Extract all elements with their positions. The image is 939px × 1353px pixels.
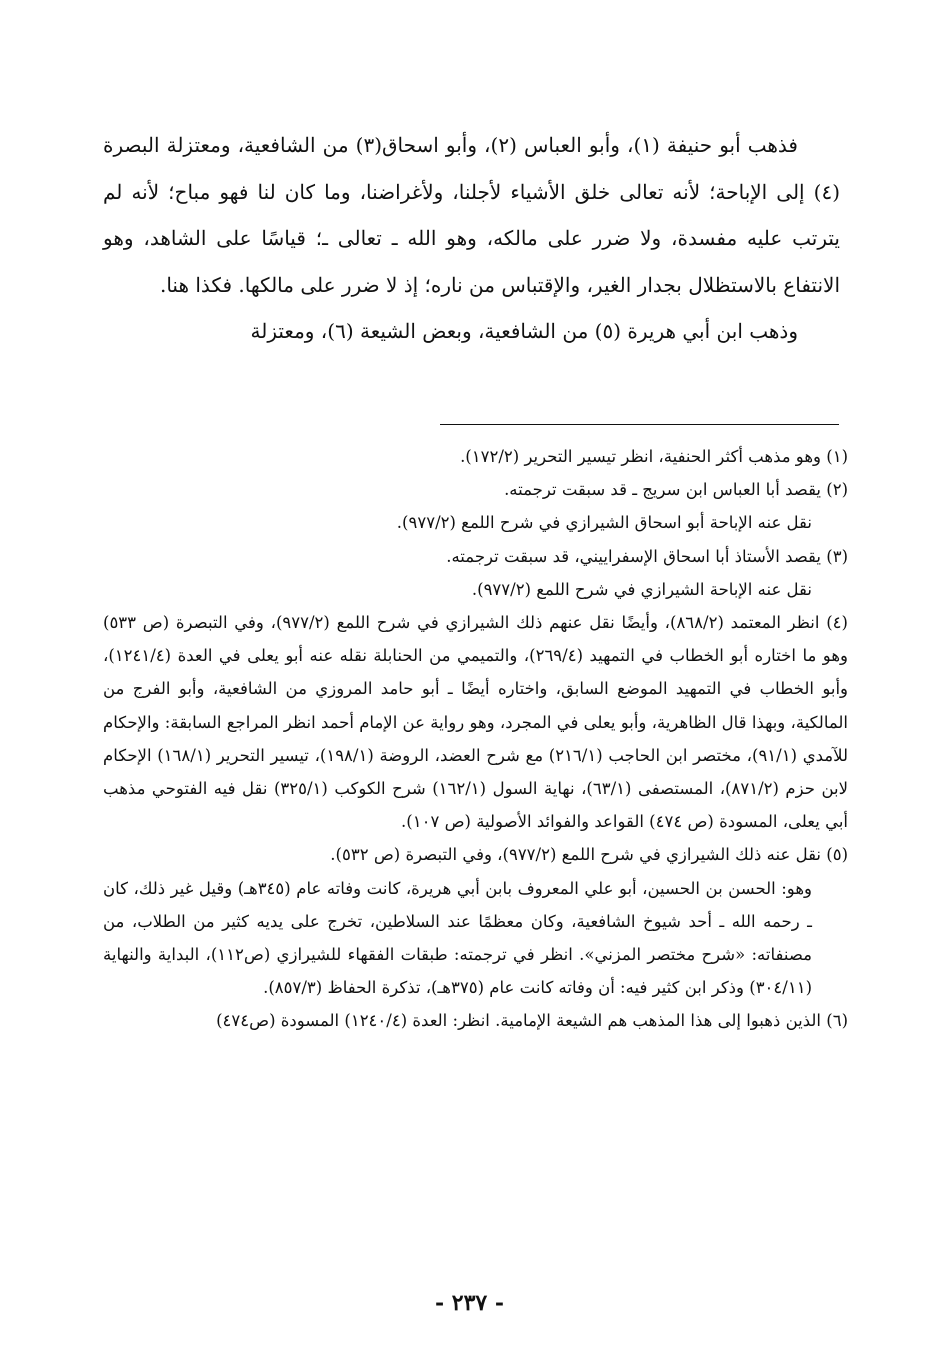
- footnote-4: (٤) انظر المعتمد (٨٦٨/٢)، وأيضًا نقل عنهم ذلك الشيرازي في شرح اللمع (٩٧٧/٢)، وفي التبصرة (ص ٥٣٣) وهو ما اختاره أبو الخطاب في التمهيد (٢٦٩/٤)، والتميمي من الحنابلة نقله عنه أبو يعلى في العدة (١٢٤١/٤)، وأبو الخطاب في التمهيد الموضع السابق، واختاره أيضًا ـ أبو حامد المروزي من الشافعية، وأبو الفرج من المالكية، وبهذا قال الظاهرية، وأبو يعلى في المجرد، وهو رواية عن الإمام أحمد انظر المراجع السابقة: والإحكام للآمدي (٩١/١)، مختصر ابن الحاجب (٢١٦/١) مع شرح العضد، الروضة (١٩٨/١)، تيسير التحرير (١٦٨/١) الإحكام لابن حزم (٨٧١/٢)، المستصفى (٦٣/١)، نهاية السول (١٦٢/١) شرح الكوكب (٣٢٥/١) نقل فيه الفتوحي مذهب أبي يعلى، المسودة (ص ٤٧٤) القواعد والفوائد الأصولية (ص ١٠٧).: [103, 613, 849, 832]
- footnote-5-continuation: وهو: الحسن بن الحسين، أبو علي المعروف بابن أبي هريرة، كانت وفاته عام (٣٤٥هـ) وقيل غير ذلك، كان ـ رحمه الله ـ أحد شيوخ الشافعية، وكان معظمًا عند السلاطين، تخرج على يديه كثير من الطلاب، من مصنفاته: «شرح مختصر المزني». انظر في ترجمته: طبقات الفقهاء للشيرازي (ص١١٢)، البداية والنهاية (٣٠٤/١١) وذكر ابن كثير فيه: أن وفاته كانت عام (٣٧٥هـ)، تذكرة الحفاظ (٨٥٧/٣).: [103, 878, 812, 998]
- footnote-3-continuation: نقل عنه الإباحة الشيرازي في شرح اللمع (٩٧٧/٢).: [471, 579, 812, 599]
- footnote-5: (٥) نقل عنه ذلك الشيرازي في شرح اللمع (٩٧٧/٢)، وفي التبصرة (ص ٥٣٢).: [330, 845, 848, 865]
- footnote-1: (١) وهو مذهب أكثر الحنفية، انظر تيسير التحرير (١٧٢/٢).: [460, 447, 848, 466]
- footnote-separator: [440, 424, 839, 425]
- page-number: - ٢٣٧ -: [434, 1290, 505, 1316]
- footnote-2-continuation: نقل عنه الإباحة أبو اسحاق الشيرازي في شرح اللمع (٩٧٧/٢).: [396, 513, 812, 533]
- footnotes-block: [103, 440, 848, 1038]
- main-paragraph: وذهب ابن أبي هريرة (٥) من الشافعية، وبعض الشيعة (٦)، ومعتزلة: [250, 319, 798, 343]
- footnote-3: (٣) يقصد الأستاذ أبا اسحاق الإسفراييني، قد سبقت ترجمته.: [446, 546, 848, 566]
- footnote-6: (٦) الذين ذهبوا إلى هذا المذهب هم الشيعة الإمامية. انظر: العدة (١٢٤٠/٤) المسودة (ص٤٧٤): [216, 1011, 848, 1031]
- main-paragraph: فذهب أبو حنيفة (١)، وأبو العباس (٢)، وأبو اسحاق(٣) من الشافعية، ومعتزلة البصرة (٤) إلى الإباحة؛ لأنه تعالى خلق الأشياء لأجلنا، ولأغراضنا، وما كان لنا فهو مباح؛ لأنه لم يترتب عليه مفسدة، ولا ضرر على مالكه، وهو الله ـ تعالى ـ؛ قياسًا على الشاهد، وهو الانتفاع بالاستظلال بجدار الغير، والإقتباس من ناره؛ إذ لا ضرر على مالكها. فكذا هنا.: [103, 133, 840, 297]
- footnote-2: (٢) يقصد أبا العباس ابن سريج ـ قد سبقت ترجمته.: [504, 480, 848, 500]
- main-text-block: [103, 122, 840, 355]
